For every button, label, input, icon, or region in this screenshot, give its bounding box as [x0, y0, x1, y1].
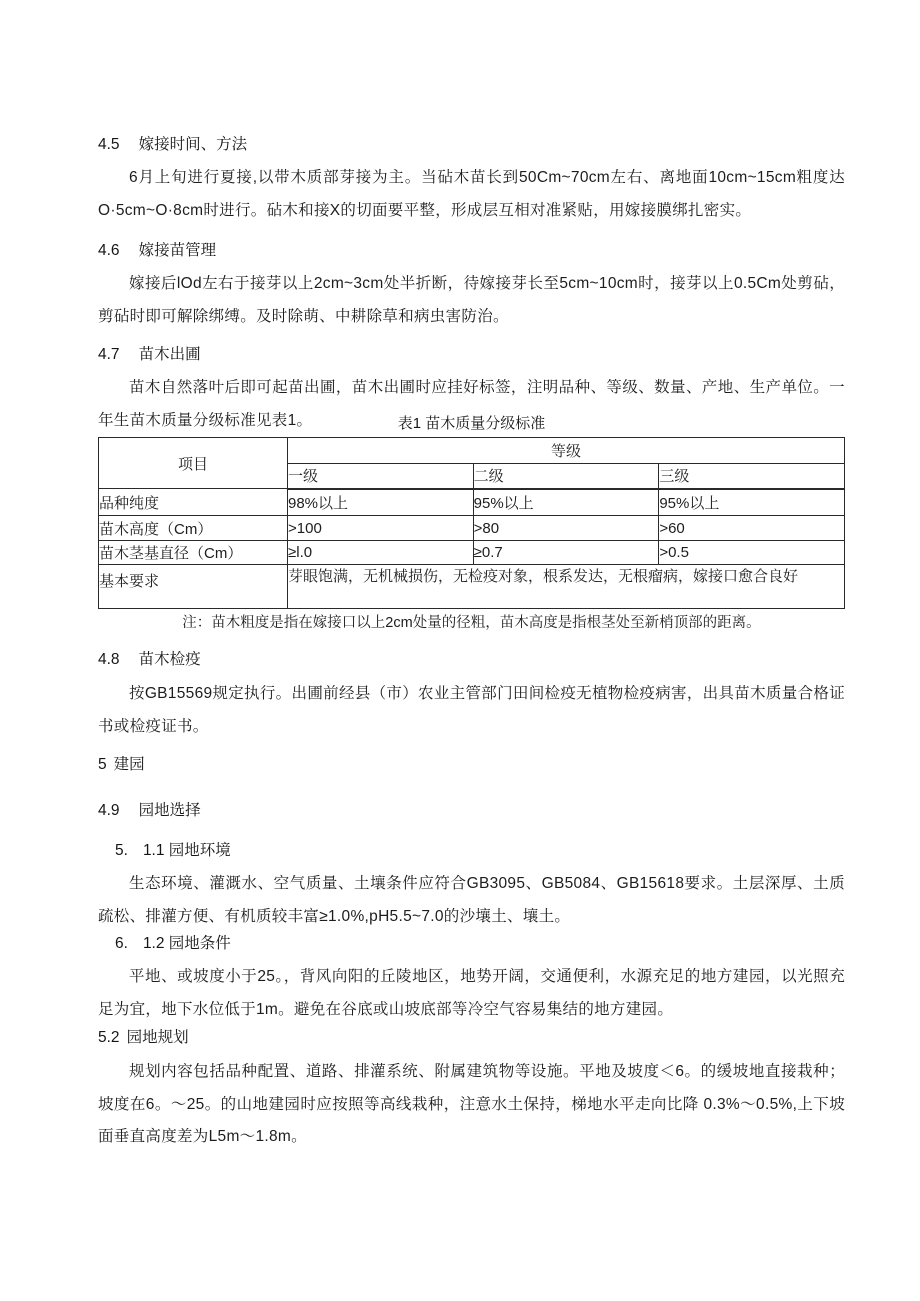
section-heading-4-7: [98, 347, 845, 363]
cell-value: >80: [473, 516, 659, 541]
table-row-stem-diameter: [99, 541, 845, 565]
grade-3-header: 三级: [659, 464, 845, 489]
section-heading-4-6: [98, 243, 845, 259]
list-number: 6.: [115, 935, 128, 952]
paragraph-4-6: 嫁接后lOd左右于接芽以上2cm~3cm处半折断，待嫁接芽长至5cm~10cm时，接芽以上0.5Cm处剪砧，剪砧时即可解除绑缚。及时除萌、中耕除草和病虫害防治。: [98, 275, 845, 325]
cell-value: 95%以上: [659, 489, 845, 516]
paragraph-4-5: 6月上旬进行夏接,以带木质部芽接为主。当砧木苗长到50Cm~70cm左右、离地面10cm~15cm粗度达O·5cm~O·8cm时进行。砧木和接X的切面要平整，形成层互相对准紧贴，用嫁接膜绑扎密实。: [98, 169, 845, 219]
paragraph-1-1: 生态环境、灌溉水、空气质量、土壤条件应符合GB3095、GB5084、GB15618要求。土层深厚、土质疏松、排灌方便、有机质较丰富≥1.0%,pH5.5~7.0的沙壤土、壤土。: [98, 875, 845, 925]
section-title: 嫁接时间、方法: [138, 136, 248, 153]
paragraph-5-2: 规划内容包括品种配置、道路、排灌系统、附属建筑物等设施。平地及坡度＜6。的缓坡地直接栽种；坡度在6。～25。的山地建园时应按照等高线栽种，注意水土保持，梯地水平走向比降 0.3%～0.5%,上下坡面垂直高度差为L5m～1.8m。: [98, 1063, 845, 1145]
basic-requirements-value: 芽眼饱满，无机械损伤，无检疫对象，根系发达，无根瘤病，嫁接口愈合良好: [288, 565, 845, 609]
table-header-row-grade: [99, 438, 845, 464]
list-title: 1.2 园地条件: [142, 935, 231, 952]
row-label: 苗木高度（Cm）: [99, 516, 288, 541]
grade-1-header: 一级: [288, 464, 474, 489]
table-title: 表1 苗木质量分级标准: [397, 415, 546, 432]
cell-value: ≥0.7: [473, 541, 659, 565]
cell-value: >100: [288, 516, 474, 541]
section-title: 建园: [113, 756, 145, 773]
section-number: 5.2: [98, 1029, 120, 1046]
section-title: 苗木检疫: [138, 651, 201, 668]
section-heading-5-2: [98, 1030, 845, 1046]
section-heading-4-8: [98, 652, 845, 668]
cell-value: ≥l.0: [288, 541, 474, 565]
table-row-basic-requirements: [99, 565, 845, 609]
section-number: 4.6: [98, 242, 120, 259]
section-title: 园地选择: [138, 802, 201, 819]
section-number: 5: [98, 756, 107, 773]
table-note: 注：苗木粗度是指在嫁接口以上2cm处量的径粗，苗木高度是指根茎处至新梢顶部的距离。: [182, 615, 761, 631]
table-corner-cell: 项目: [99, 438, 288, 489]
cell-value: >0.5: [659, 541, 845, 565]
cell-value: 98%以上: [288, 489, 474, 516]
row-label: 品种纯度: [99, 489, 288, 516]
section-heading-4-9: [98, 803, 845, 819]
paragraph-4-7: 苗木自然落叶后即可起苗出圃，苗木出圃时应挂好标签，注明品种、等级、数量、产地、生产单位。一年生苗木质量分级标准见表1。: [98, 379, 845, 429]
list-title: 1.1 园地环境: [142, 842, 231, 859]
section-heading-4-5: [98, 137, 845, 153]
section-title: 苗木出圃: [138, 346, 201, 363]
table-row-height: [99, 516, 845, 541]
section-title: 园地规划: [126, 1029, 189, 1046]
list-item-1-1-garden-environment: [115, 843, 862, 859]
section-number: 4.5: [98, 136, 120, 153]
list-item-1-2-garden-conditions: [115, 936, 862, 952]
row-label: 苗木茎基直径（Cm）: [99, 541, 288, 565]
section-title: 嫁接苗管理: [138, 242, 217, 259]
section-number: 4.7: [98, 346, 120, 363]
table-row-purity: [99, 489, 845, 516]
paragraph-4-8: 按GB15569规定执行。出圃前经县（市）农业主管部门田间检疫无植物检疫病害，出具苗木质量合格证书或检疫证书。: [98, 685, 845, 735]
cell-value: >60: [659, 516, 845, 541]
grade-header-cell: 等级: [288, 438, 845, 464]
section-heading-5: [98, 757, 845, 773]
row-label: 基本要求: [99, 565, 288, 609]
section-number: 4.9: [98, 802, 120, 819]
seedling-quality-table: [98, 437, 845, 609]
list-number: 5.: [115, 842, 128, 859]
paragraph-1-2: 平地、或坡度小于25。，背风向阳的丘陵地区，地势开阔，交通便利，水源充足的地方建园，以光照充足为宜，地下水位低于1m。避免在谷底或山坡底部等冷空气容易集结的地方建园。: [98, 968, 845, 1018]
grade-2-header: 二级: [473, 464, 659, 489]
cell-value: 95%以上: [473, 489, 659, 516]
section-number: 4.8: [98, 651, 120, 668]
